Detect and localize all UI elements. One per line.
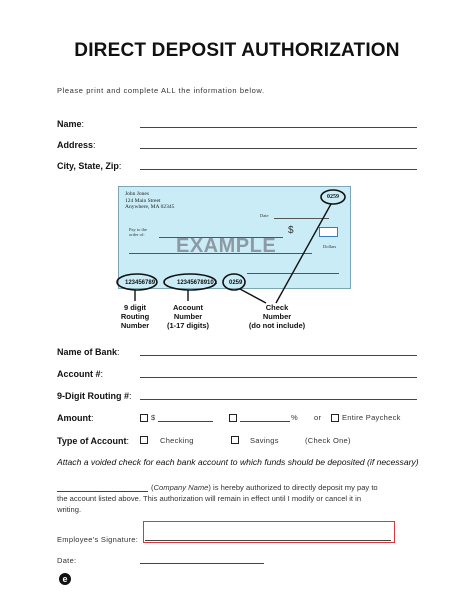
entire-paycheck-label: Entire Paycheck [342,413,401,422]
account-annotation: Account Number (1-17 digits) [166,303,210,330]
top-check-number-oval [321,190,345,204]
entire-paycheck-checkbox[interactable] [331,414,339,422]
amount-percent-sign: % [291,413,298,422]
micr-check-number: 0259 [229,280,243,286]
savings-checkbox[interactable] [231,436,239,444]
check-date-label: Date [260,213,269,218]
checking-label: Checking [160,436,194,445]
check-pointer-top [276,204,331,303]
amount-or-text: or [314,413,322,422]
account-number-label: Account #: [57,369,104,379]
savings-label: Savings [250,436,279,445]
account-type-label: Type of Account: [57,436,130,446]
name-label: Name: [57,119,85,129]
check-pay-to-label: Pay to the order of: [129,227,147,237]
routing-number-line[interactable] [140,399,417,400]
check-payer-address: John Jones 124 Main Street Anywhere, MA 02345 [125,191,175,210]
bank-name-label: Name of Bank: [57,347,120,357]
account-number-line[interactable] [140,377,417,378]
form-title: DIRECT DEPOSIT AUTHORIZATION [74,40,400,61]
date-line[interactable] [140,563,264,564]
amount-label: Amount: [57,413,94,423]
checking-checkbox[interactable] [140,436,148,444]
form-instructions: Please print and complete ALL the information below. [57,86,265,95]
amount-dollar-checkbox[interactable] [140,414,148,422]
employee-signature-label: Employee's Signature: [57,535,139,544]
routing-oval [117,274,157,290]
check-dollars-label: Dollars [323,244,337,249]
address-label: Address: [57,140,96,150]
routing-annotation: 9 digit Routing Number [120,303,150,330]
signature-line [145,540,391,541]
micr-routing: 123456789 [125,280,156,286]
routing-number-label: 9-Digit Routing #: [57,391,132,401]
check-number-oval [223,274,245,290]
voided-check-note: Attach a voided check for each bank account to which funds should be deposited (if necessary) [57,457,419,467]
check-one-note: (Check One) [305,436,351,445]
check-annotation: Check Number (do not include) [248,303,306,330]
company-name-placeholder: Company Name [153,483,209,492]
date-label: Date: [57,556,77,565]
amount-percent-checkbox[interactable] [229,414,237,422]
check-number-top: 0259 [327,194,339,200]
city-state-zip-label: City, State, Zip: [57,161,122,171]
example-watermark: EXAMPLE [176,235,277,257]
micr-account: 123456789101 [177,280,218,286]
bank-name-line[interactable] [140,355,417,356]
amount-percent-line[interactable] [240,421,290,422]
authorization-text: (Company Name) is hereby authorized to directly deposit my pay to the account listed above. This authorization will remain in effect until I modify or cancel it in writing. [57,483,378,514]
check-dollar-sign: $ [288,225,294,236]
check-pointer-bottom [240,289,266,303]
amount-dollar-sign: $ [151,413,156,422]
amount-dollar-line[interactable] [158,421,213,422]
account-oval [164,274,216,290]
eforms-logo-icon: e [59,573,71,585]
